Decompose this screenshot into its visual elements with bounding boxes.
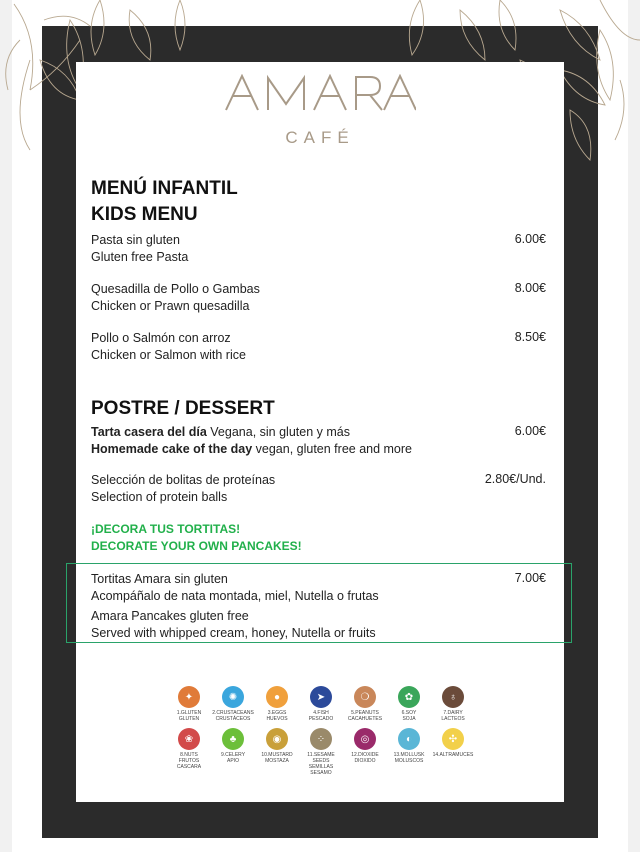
sulphite-icon: ◎ [354,728,376,750]
allergen-label: 13.MOLLUSK MOLUSCOS [393,752,425,764]
allergen-label: 6.SOY SOJA [401,710,417,722]
menu-item [91,424,546,457]
item-price: 6.00€ [514,232,546,246]
item-name-es: Quesadilla de Pollo o Gambas [91,282,260,296]
svg-text:AMARA: AMARA [318,104,322,105]
allergen-item [432,728,474,758]
item-name-es: Pollo o Salmón con arroz [91,331,231,345]
allergen-label: 8.NUTS FRUTOS CASCARA [176,752,202,770]
item-name-en: Chicken or Prawn quesadilla [91,298,250,313]
milk-icon: ♁ [442,686,464,708]
cake-name-es: Tarta casera del día [91,425,207,439]
item-price: 6.00€ [514,424,546,438]
lupin-icon: ✣ [442,728,464,750]
allergen-item [432,686,474,722]
allergen-label: 10.MUSTARD MOSTAZA [261,752,293,764]
wheat-icon: ✦ [178,686,200,708]
allergen-item [300,686,342,722]
item-name-en: Gluten free Pasta [91,249,189,264]
mollusk-icon: ◐ [398,728,420,750]
allergen-label: 9.CELERY APIO [220,752,246,764]
allergen-label: 3.EGGS HUEVOS [266,710,288,722]
allergen-item [344,728,386,764]
menu-item [91,330,546,363]
item-price: 7.00€ [514,571,546,585]
logo-subtitle: CAFÉ [285,128,355,147]
item-price: 8.50€ [514,330,546,344]
celery-icon: ♣ [222,728,244,750]
peanut-icon: ❍ [354,686,376,708]
allergen-item [212,728,254,764]
allergen-item [344,686,386,722]
crab-icon: ✺ [222,686,244,708]
allergen-label: 5.PEANUTS CACAHUETES [347,710,383,722]
item-name-es: Pasta sin gluten [91,233,180,247]
menu-item [91,232,546,265]
kids-title-en: KIDS MENU [91,204,198,225]
item-name-en: Chicken or Salmon with rice [91,347,246,362]
pancake-desc-en: Served with whipped cream, honey, Nutella or fruits [91,625,376,640]
allergen-item [256,686,298,722]
pancake-title-es: Tortitas Amara sin gluten [91,572,228,586]
allergen-label: 14.ALTRAMUCES [432,752,474,758]
pancake-title-en: Amara Pancakes gluten free [91,609,249,623]
menu-item [91,281,546,314]
item-name-en: Selection of protein balls [91,489,228,504]
soy-icon: ✿ [398,686,420,708]
allergen-item [300,728,342,776]
allergen-item [168,686,210,722]
allergen-item [256,728,298,764]
item-price: 2.80€/Und. [484,472,546,486]
allergen-item [388,686,430,722]
decorate-heading-es: ¡DECORA TUS TORTITAS! [91,522,241,536]
mustard-icon: ◉ [266,728,288,750]
dessert-title: POSTRE / DESSERT [91,398,275,419]
item-name-es: Selección de bolitas de proteínas [91,473,276,487]
item-price: 8.00€ [514,281,546,295]
allergen-item [212,686,254,722]
pancake-item [91,571,546,641]
cake-desc-en: vegan, gluten free and more [252,441,412,456]
allergen-label: 1.GLUTEN GLUTEN [176,710,202,722]
allergen-label: 2.CRUSTACEANS CRUSTÁCEOS [212,710,254,722]
menu-item [91,472,546,505]
cake-name-en: Homemade cake of the day [91,441,253,456]
sesame-icon: ⁘ [310,728,332,750]
pancake-desc-es: Acompáñalo de nata montada, miel, Nutella o frutas [91,588,379,603]
allergen-label: 4.FISH PESCADO [308,710,334,722]
fish-icon: ➤ [310,686,332,708]
amara-logo [224,74,416,112]
allergen-label: 11.SESAME SEEDS SEMILLAS SESAMO [307,752,335,776]
egg-icon: ● [266,686,288,708]
kids-title-es: MENÚ INFANTIL [91,178,238,199]
allergen-label: 12.DIOXIDE DIOXIDO [351,752,379,764]
menu-card [76,62,564,802]
allergen-label: 7.DAIRY LACTEOS [441,710,465,722]
cake-desc-es: Vegana, sin gluten y más [206,425,350,439]
allergen-item [168,728,210,770]
decorate-heading-en: DECORATE YOUR OWN PANCAKES! [91,539,302,553]
allergen-item [388,728,430,764]
nut-icon: ❀ [178,728,200,750]
